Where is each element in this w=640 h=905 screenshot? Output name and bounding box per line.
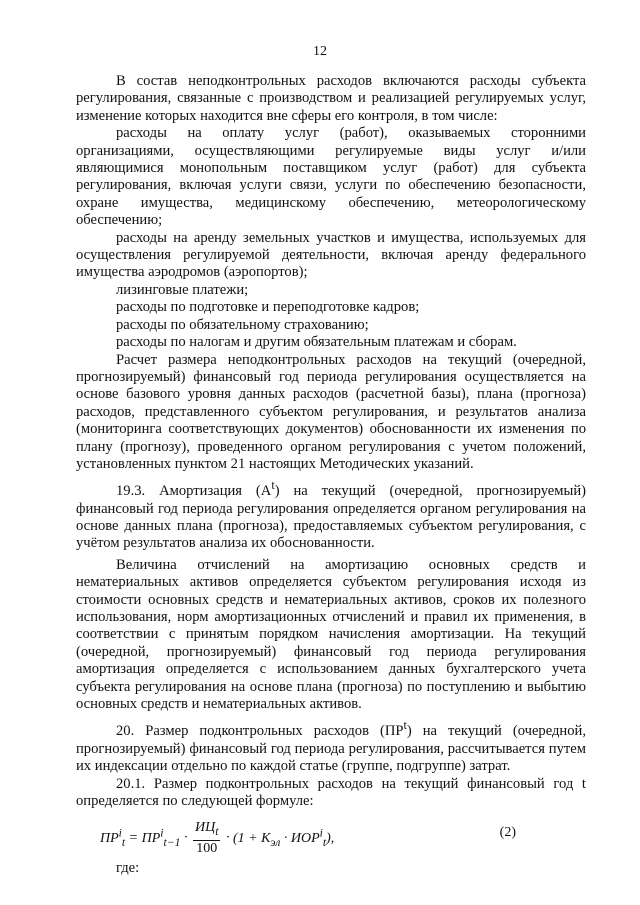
formula-lhs: $ПР^i_t$ xyxy=(100,826,126,849)
list-item-rent: расходы на аренду земельных участков и имущества, используемых для осуществления регулируемой деятельности, включая аренду федерального имущества аэродромов (аэропортов); xyxy=(76,229,586,281)
paragraph-formula-intro: 20.1. Размер подконтрольных расходов на текущий финансовый год t определяется по следующей формуле: xyxy=(76,775,586,809)
page-number: 12 xyxy=(313,44,327,59)
list-item-third-party-services: расходы на оплату услуг (работ), оказываемых сторонними организациями, осуществляющими регулируемые виды услуг и/или являющимися монопольным поставщиком услуг (работ) для субъекта регулирования, включая услуги связи, услуги по обеспечению безопасности, охране имущества, медицинскому обеспечению, метеорологическому обеспечению; xyxy=(76,125,586,229)
list-item-taxes: расходы по налогам и другим обязательным платежам и сборам. xyxy=(116,334,517,351)
list-item-insurance: расходы по обязательному страхованию; xyxy=(116,316,369,333)
list-item-training: расходы по подготовке и переподготовке кадров; xyxy=(116,299,420,316)
formula-fraction: $\frac{ИЦ_t}{100}$ xyxy=(194,820,219,857)
paragraph-depreciation-amount: Величина отчислений на амортизацию основных средств и нематериальных активов определяется субъектом регулирования исходя из стоимости основных средств и нематериальных активов, сроков их полезного использования, норм амортизационных отчислений и правил их применения, в соответствии с принятым порядком начисления амортизации. На текущий (очередной, прогнозируемый) финансовый год периода регулирования амортизация определяется с использованием данных бухгалтерского учета субъекта регулирования на основе плана (прогноза) по поступлению и выбытию основных средств и нематериальных активов. xyxy=(76,556,586,713)
formula-block xyxy=(76,816,586,856)
paragraph-where: где: xyxy=(116,860,140,877)
formula-rhs-term: $ПР^i_{t-1}$ xyxy=(141,826,181,849)
paragraph-amortization: 19.3. Амортизация $(A^t)$ на текущий (очередной, прогнозируемый) финансовый год периода регулирования определяется органом регулирования на основе данных плана (прогноза), предоставляемых субъектом регулирования, с учётом результатов анализа их обоснованности. xyxy=(76,478,586,552)
formula-2: $ПР^i_t = ПР^i_{t-1}$ · $\frac{ИЦ_t}{100}$ · $(1 + K_{эл} \cdot ИОР^i_t)$, xyxy=(100,820,335,857)
formula-bracket: $(1 + K_{эл} \cdot ИОР^i_t)$, xyxy=(232,826,335,849)
paragraph-uncontrolled-costs-intro: В состав неподконтрольных расходов включаются расходы субъекта регулирования, связанные с производством и реализацией регулируемых услуг, изменение которых находится вне сферы его контроля, в том числе: xyxy=(76,73,586,124)
paragraph-controlled-costs: 20. Размер подконтрольных расходов $(ПР^t)$ на текущий (очередной, прогнозируемый) финансовый год периода регулирования, рассчитывается путем их индексации отдельно по каждой статье (группе, подгруппе) затрат. xyxy=(76,718,586,775)
document-body xyxy=(76,73,586,878)
formula-number: (2) xyxy=(499,825,516,841)
list-item-leasing: лизинговые платежи; xyxy=(116,281,249,298)
paragraph-calculation: Расчет размера неподконтрольных расходов на текущий (очередной, прогнозируемый) финансовый год периода регулирования осуществляется на основе базового уровня данных расходов (расчетной базы), плана (прогноза) расходов, представленного субъектом регулирования, и результатов анализа (мониторинга соответствующих документов) обоснованности их изменения по плану (прогнозу), проведенного органом регулирования с учетом положений, установленных пунктом 21 настоящих Методических указаний. xyxy=(76,351,586,472)
